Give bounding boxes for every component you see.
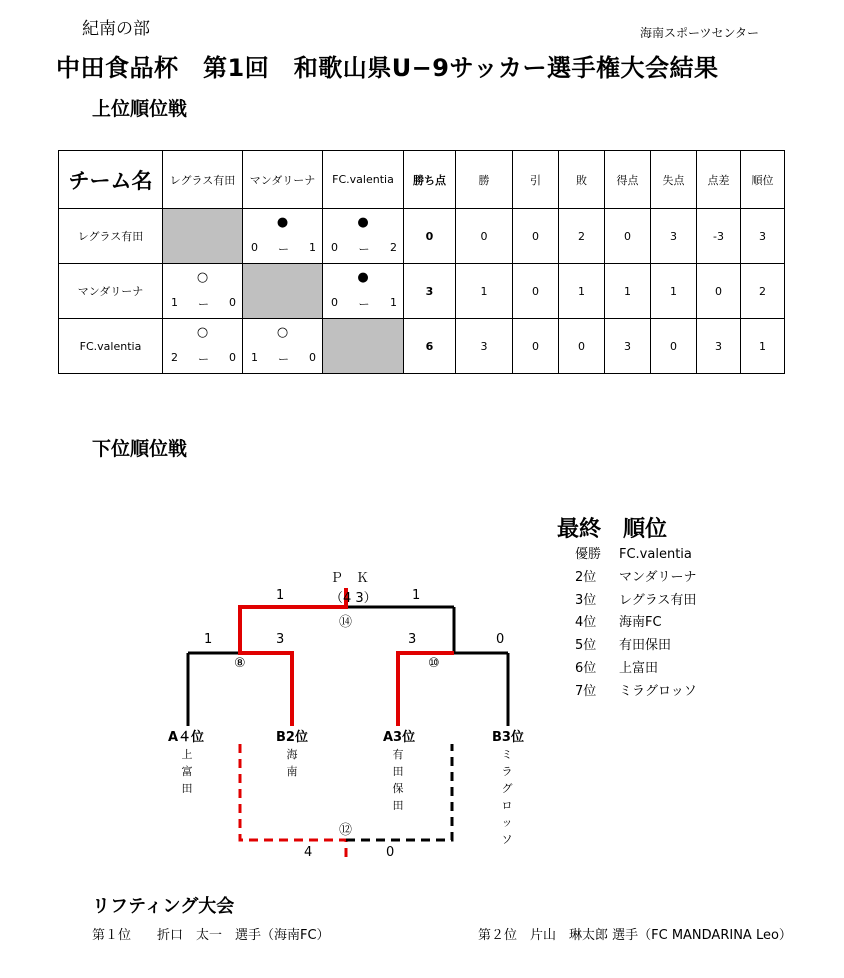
pk-label: Ｐ Ｋ: [330, 571, 370, 586]
score-right: 0: [229, 351, 236, 364]
ranking-position: 6位: [575, 661, 597, 676]
score-right: 1: [390, 296, 397, 309]
team-name: マンダリーナ: [59, 264, 163, 319]
score-dash: ー: [358, 243, 370, 256]
ranking-item: [575, 589, 696, 608]
stat-cell: 0: [559, 319, 605, 374]
stat-cell: 2: [559, 209, 605, 264]
result-mark: ●: [357, 270, 369, 285]
ranking-position: 優勝: [575, 547, 602, 562]
stat-cell: -3: [697, 209, 741, 264]
score-dash: ー: [198, 298, 209, 311]
stat-cell: 0: [513, 209, 559, 264]
pk-score: （4 3）: [330, 591, 377, 606]
semi-right-right-score: 0: [496, 632, 505, 647]
score-dash: ー: [278, 353, 289, 366]
ranking-team: レグラス有田: [619, 592, 697, 608]
slot-team: ミラグロッソ: [501, 748, 513, 846]
score-dash: ー: [278, 243, 289, 256]
semi-left-left-score: 1: [204, 632, 213, 647]
ranking-item: [575, 634, 671, 653]
ranking-team: 上富田: [619, 661, 659, 676]
final-left-score: 1: [276, 588, 285, 603]
ranking-item: [575, 566, 696, 585]
slot-team: 有田保田: [392, 748, 404, 812]
col-header: 点差: [697, 151, 741, 209]
stat-cell: 1: [741, 319, 785, 374]
stat-cell: 3: [605, 319, 651, 374]
upper-heading: 上位順位戦: [92, 98, 188, 120]
ranking-team: 有田保田: [619, 638, 672, 654]
ranking-team: FC.valentia: [619, 547, 692, 562]
final-right-score: 1: [412, 588, 421, 603]
score-dash: ー: [358, 298, 370, 311]
result-mark: ●: [276, 215, 289, 230]
score-left: 2: [171, 351, 178, 364]
stat-cell: 0: [404, 209, 456, 264]
semi-right-left-score: 3: [408, 632, 417, 647]
col-header: FC.valentia: [323, 151, 404, 209]
score-left: 0: [251, 241, 258, 254]
lifting-second: 第２位 片山 琳太郎 選手（FC MANDARINA Leo）: [478, 928, 792, 943]
stat-cell: 1: [456, 264, 513, 319]
game-number: ⑭: [339, 615, 353, 630]
score-left: 1: [251, 351, 258, 364]
score-left: 0: [331, 296, 338, 309]
third-right-score: 0: [386, 845, 395, 860]
stat-cell: 0: [651, 319, 697, 374]
ranking-item: [575, 543, 692, 562]
col-header: 勝: [456, 151, 513, 209]
result-mark: ●: [357, 215, 369, 230]
third-left-score: 4: [304, 845, 313, 860]
team-name: レグラス有田: [59, 209, 163, 264]
stat-cell: 0: [456, 209, 513, 264]
stat-cell: 0: [513, 264, 559, 319]
game-number: ⑧: [234, 656, 246, 671]
col-header: 勝ち点: [404, 151, 456, 209]
venue-label: 海南スポーツセンター: [640, 26, 760, 40]
game-number: ⑫: [339, 823, 353, 838]
col-header: 敗: [559, 151, 605, 209]
stat-cell: 3: [456, 319, 513, 374]
stat-cell: 1: [559, 264, 605, 319]
result-mark: ○: [196, 270, 209, 285]
score-left: 0: [331, 241, 338, 254]
ranking-position: 7位: [575, 683, 597, 699]
col-header: 得点: [605, 151, 651, 209]
stat-cell: 1: [651, 264, 697, 319]
lower-heading: 下位順位戦: [92, 438, 188, 460]
result-mark: ○: [276, 325, 289, 340]
semi-left-right-score: 3: [276, 632, 285, 647]
col-header: レグラス有田: [163, 151, 243, 209]
team-name: FC.valentia: [59, 319, 163, 374]
stat-cell: 3: [741, 209, 785, 264]
stat-cell: 3: [651, 209, 697, 264]
final-ranking-title: 最終 順位: [557, 517, 668, 542]
stat-cell: 3: [404, 264, 456, 319]
ranking-team: ミラグロッソ: [619, 683, 697, 699]
result-mark: ○: [196, 325, 209, 340]
stat-cell: 1: [605, 264, 651, 319]
ranking-item: [575, 611, 662, 630]
team-header: チーム名: [59, 151, 163, 209]
slot-position: B3位: [492, 730, 524, 745]
score-right: 0: [309, 351, 316, 364]
score-right: 2: [390, 241, 397, 254]
col-header: 失点: [651, 151, 697, 209]
ranking-item: [575, 680, 697, 699]
slot-team: 海南: [286, 748, 298, 778]
game-number: ⑩: [428, 656, 440, 671]
page-title: 中田食品杯 第1回 和歌山県U−9サッカー選手権大会結果: [56, 54, 719, 82]
ranking-position: 2位: [575, 569, 597, 585]
score-left: 1: [171, 296, 178, 309]
score-dash: ー: [198, 353, 209, 366]
slot-team: 上富田: [181, 748, 193, 795]
score-right: 0: [229, 296, 236, 309]
stat-cell: 0: [697, 264, 741, 319]
slot-position: A４位: [168, 730, 205, 745]
stat-cell: 2: [741, 264, 785, 319]
lifting-first: 第１位 折口 太一 選手（海南FC）: [92, 928, 330, 943]
col-header: マンダリーナ: [243, 151, 323, 209]
ranking-position: 3位: [575, 592, 597, 608]
stat-cell: 0: [513, 319, 559, 374]
ranking-position: 4位: [575, 615, 597, 631]
stat-cell: 0: [605, 209, 651, 264]
lifting-heading: リフティング大会: [92, 896, 235, 917]
slot-position: B2位: [276, 730, 308, 745]
score-right: 1: [309, 241, 316, 254]
region-label: 紀南の部: [82, 19, 150, 39]
slot-position: A3位: [383, 730, 416, 745]
stat-cell: 3: [697, 319, 741, 374]
ranking-team: マンダリーナ: [619, 569, 697, 585]
col-header: 順位: [741, 151, 785, 209]
stat-cell: 6: [404, 319, 456, 374]
col-header: 引: [513, 151, 559, 209]
ranking-team: 海南FC: [619, 615, 662, 631]
ranking-item: [575, 657, 658, 676]
ranking-position: 5位: [575, 638, 597, 654]
